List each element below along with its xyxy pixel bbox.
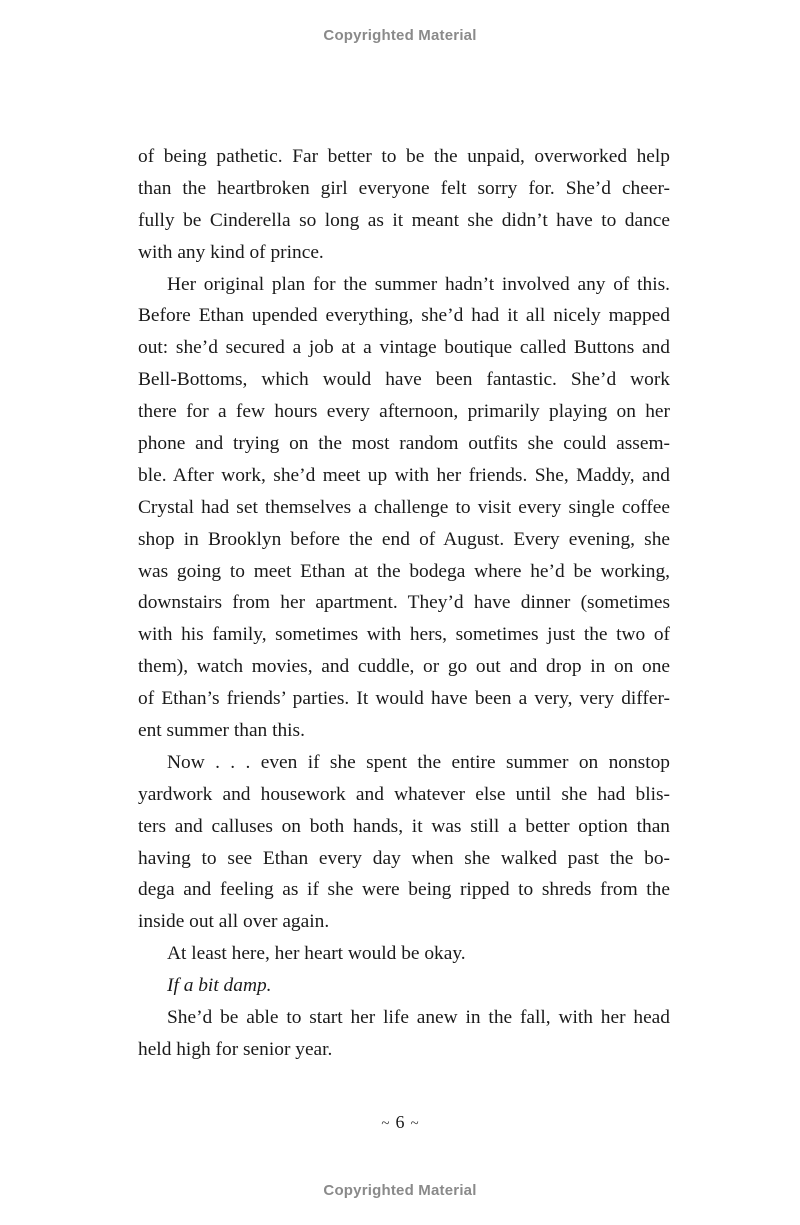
- copyright-watermark-top: Copyrighted Material: [323, 27, 477, 44]
- tilde-ornament-icon: ~: [410, 1116, 419, 1132]
- text-line: Bell-Bottoms, which would have been fantastic. She’d work: [138, 369, 670, 391]
- page-body-text: [138, 141, 670, 1066]
- text-line: ters and calluses on both hands, it was still a better option than: [138, 815, 670, 837]
- text-line: downstairs from her apartment. They’d have dinner (sometimes: [138, 592, 670, 614]
- text-line: shop in Brooklyn before the end of August. Every evening, she: [138, 528, 670, 550]
- text-line: held high for senior year.: [138, 1038, 333, 1060]
- text-line: having to see Ethan every day when she walked past the bo-: [138, 847, 670, 869]
- text-line: phone and trying on the most random outfits she could assem-: [138, 433, 670, 455]
- text-line: there for a few hours every afternoon, primarily playing on her: [138, 401, 670, 423]
- text-line: Crystal had set themselves a challenge to visit every single coffee: [138, 496, 670, 518]
- text-line: of Ethan’s friends’ parties. It would have been a very, very differ-: [138, 688, 670, 710]
- copyright-watermark-bottom: Copyrighted Material: [323, 1182, 477, 1199]
- text-line: At least here, her heart would be okay.: [167, 943, 466, 965]
- text-line: them), watch movies, and cuddle, or go out and drop in on one: [138, 656, 670, 678]
- text-line: of being pathetic. Far better to be the unpaid, overworked help: [138, 146, 670, 167]
- text-line: ble. After work, she’d meet up with her friends. She, Maddy, and: [138, 464, 670, 486]
- text-line: Before Ethan upended everything, she’d had it all nicely mapped: [138, 305, 670, 327]
- text-line: Her original plan for the summer hadn’t involved any of this.: [167, 273, 670, 295]
- text-line: inside out all over again.: [138, 911, 330, 933]
- text-line: than the heartbroken girl everyone felt sorry for. She’d cheer-: [138, 177, 670, 199]
- text-line: fully be Cinderella so long as it meant she didn’t have to dance: [138, 209, 670, 231]
- text-line: Now . . . even if she spent the entire summer on nonstop: [167, 751, 670, 773]
- text-line: out: she’d secured a job at a vintage boutique called Buttons and: [138, 337, 670, 359]
- text-line: She’d be able to start her life anew in the fall, with her head: [167, 1007, 670, 1029]
- text-line: dega and feeling as if she were being ripped to shreds from the: [138, 879, 670, 901]
- page-number-folio: [0, 1112, 800, 1133]
- text-line: ent summer than this.: [138, 720, 305, 742]
- text-line: was going to meet Ethan at the bodega where he’d be working,: [138, 560, 670, 582]
- tilde-ornament-icon: ~: [381, 1116, 390, 1132]
- text-line: yardwork and housework and whatever else until she had blis-: [138, 783, 670, 805]
- text-line: with any kind of prince.: [138, 241, 324, 263]
- text-line: with his family, sometimes with hers, sometimes just the two of: [138, 624, 670, 646]
- text-line-italic: If a bit damp.: [167, 975, 272, 997]
- page-number: 6: [395, 1112, 405, 1132]
